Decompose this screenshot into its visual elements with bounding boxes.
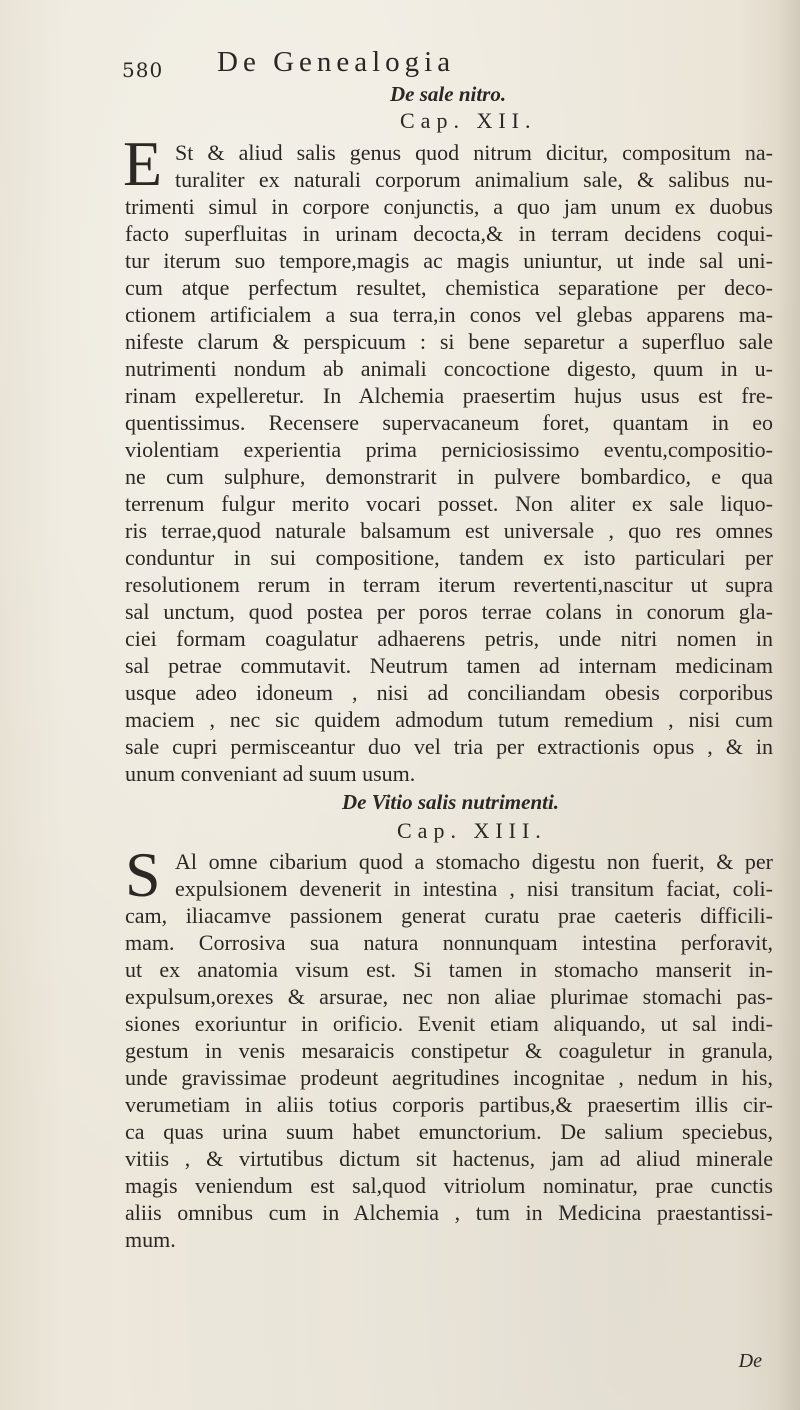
text-line: quentissimus. Recensere supervacaneum foret, quantam in eo <box>125 410 773 435</box>
text-line: tur iterum suo tempore,magis ac magis uniuntur, ut inde sal uni- <box>125 248 773 273</box>
page-edge-shadow <box>776 0 800 1410</box>
text-line: ca quas urina suum habet emunctorium. De salium speciebus, <box>125 1119 773 1144</box>
text-line: rinam expelleretur. In Alchemia praesertim hujus usus est fre- <box>125 383 773 408</box>
drop-cap-e: E <box>123 128 163 199</box>
text-line: Al omne cibarium quod a stomacho digestu non fuerit, & per <box>175 849 773 874</box>
text-line: violentiam experientia prima perniciosissimo eventu,compositio- <box>125 437 773 462</box>
text-line: cam, iliacamve passionem generat curatu prae caeteris difficili- <box>125 903 773 928</box>
text-line: aliis omnibus cum in Alchemia , tum in Medicina praestantissi- <box>125 1200 773 1225</box>
text-line: sal petrae commutavit. Neutrum tamen ad internam medicinam <box>125 653 773 678</box>
chapter-heading-xiii: Cap. XIII. <box>397 818 547 843</box>
text-line: turaliter ex naturali corporum animalium sale, & salibus nu- <box>175 167 773 192</box>
page-header <box>122 40 722 80</box>
text-line: conduntur in sui compositione, tandem ex isto particulari per <box>125 545 773 570</box>
text-line: gestum in venis mesaraicis constipetur & coaguletur in granula, <box>125 1038 773 1063</box>
chapter-heading-xii: Cap. XII. <box>400 108 537 133</box>
paragraph-chapter-xiii <box>125 848 773 1253</box>
text-line: nutrimenti nondum ab animali concoctione digesto, quum in u- <box>125 356 773 381</box>
text-line: verumetiam in aliis totius corporis partibus,& praesertim illis cir- <box>125 1092 773 1117</box>
drop-cap-s: S <box>125 839 161 910</box>
text-line: cum atque perfectum resultet, chemistica separatione per deco- <box>125 275 773 300</box>
text-line: expulsionem devenerit in intestina , nisi transitum faciat, coli- <box>175 876 773 901</box>
text-line: sal unctum, quod postea per poros terrae colans in conorum gla- <box>125 599 773 624</box>
section-title-de-sale-nitro: De sale nitro. <box>390 82 507 106</box>
paragraph-chapter-xii <box>125 139 773 787</box>
section-title-de-vitio-salis: De Vitio salis nutrimenti. <box>342 790 560 814</box>
text-line: trimenti simul in corpore conjunctis, a quo jam unum ex duobus <box>125 194 773 219</box>
text-line: magis veniendum est sal,quod vitriolum nominatur, prae cunctis <box>125 1173 773 1198</box>
text-line: St & aliud salis genus quod nitrum dicitur, compositum na- <box>175 140 773 165</box>
running-head: De Genealogia <box>217 46 456 78</box>
text-line: mum. <box>125 1227 176 1252</box>
text-line: siones exoriuntur in orificio. Evenit etiam aliquando, ut sal indi- <box>125 1011 773 1036</box>
text-line: facto superfluitas in urinam decocta,& in terram decidens coqui- <box>125 221 773 246</box>
text-line: mam. Corrosiva sua natura nonnunquam intestina perforavit, <box>125 930 773 955</box>
text-line: sale cupri permisceantur duo vel tria per extractionis opus , & in <box>125 734 773 759</box>
text-line: ut ex anatomia visum est. Si tamen in stomacho manserit in- <box>125 957 773 982</box>
text-line: ciei formam coagulatur adhaerens petris, unde nitri nomen in <box>125 626 773 651</box>
text-line: usque adeo idoneum , nisi ad conciliandam obesis corporibus <box>125 680 773 705</box>
catchword: De <box>738 1350 762 1372</box>
text-line: terrenum fulgur merito vocari posset. Non aliter ex sale liquo- <box>125 491 773 516</box>
text-line: nifeste clarum & perspicuum : si bene separetur a superfluo sale <box>125 329 773 354</box>
text-line: ne cum sulphure, demonstrarit in pulvere bombardico, e qua <box>125 464 773 489</box>
page-number: 580 <box>122 58 164 82</box>
text-line: resolutionem rerum in terram iterum revertenti,nascitur ut supra <box>125 572 773 597</box>
text-line: ctionem artificialem a sua terra,in conos vel glebas apparens ma- <box>125 302 773 327</box>
text-line: unde gravissimae prodeunt aegritudines incognitae , nedum in his, <box>125 1065 773 1090</box>
text-line: vitiis , & virtutibus dictum sit hactenus, jam ad aliud minerale <box>125 1146 773 1171</box>
text-line: ris terrae,quod naturale balsamum est universale , quo res omnes <box>125 518 773 543</box>
text-line: unum conveniant ad suum usum. <box>125 761 416 786</box>
text-line: expulsum,orexes & arsurae, nec non aliae plurimae stomachi pas- <box>125 984 773 1009</box>
text-line: maciem , nec sic quidem admodum tutum remedium , nisi cum <box>125 707 773 732</box>
